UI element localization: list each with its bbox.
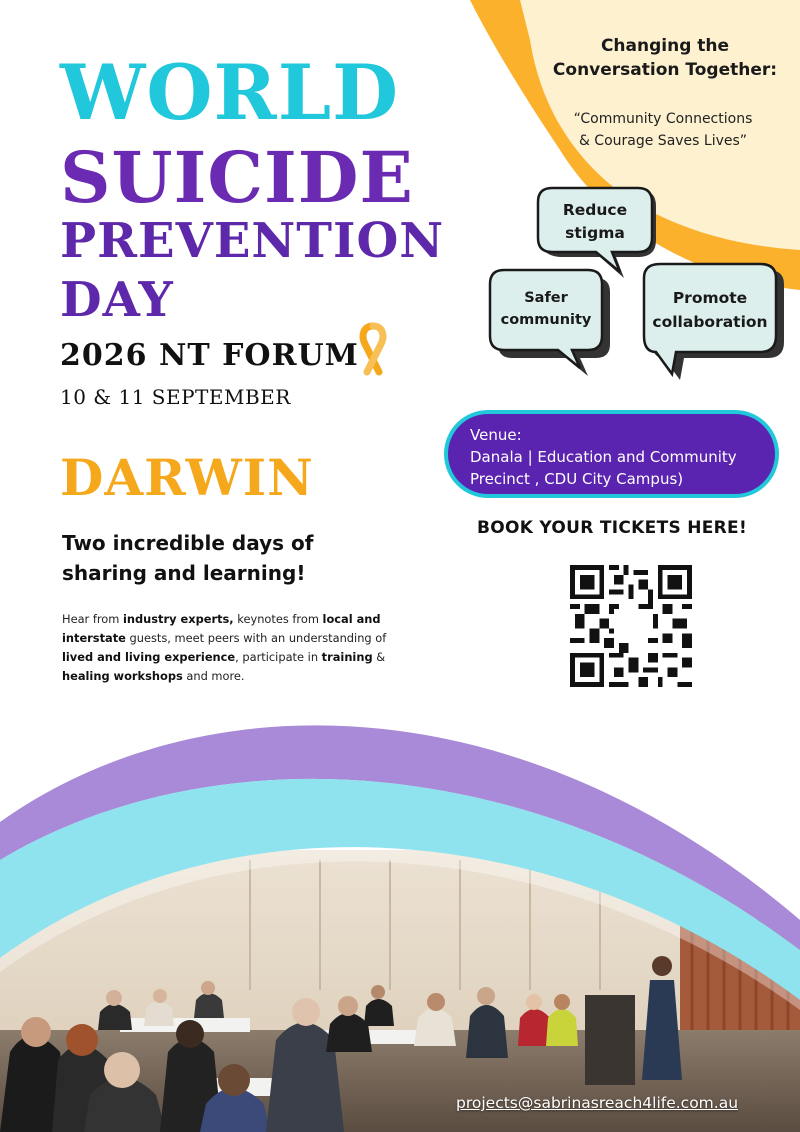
venue-box — [444, 410, 779, 498]
theme-title: Changing the Conversation Together: — [552, 36, 778, 80]
awareness-ribbon-icon — [355, 322, 391, 376]
bubble-text-safer-community: Safer community — [500, 290, 592, 328]
forum-audience-photo — [0, 700, 800, 1132]
title-world: WORLD — [60, 48, 400, 137]
bubble-text-reduce-stigma: Reduce stigma — [562, 201, 628, 242]
event-city: DARWIN — [60, 448, 314, 507]
book-tickets-heading: BOOK YOUR TICKETS HERE! — [476, 518, 748, 538]
theme-quote: “Community Connections & Courage Saves Lives” — [573, 111, 753, 149]
event-dates: 10 & 11 SEPTEMBER — [60, 385, 291, 409]
bubble-text-promote-collaboration: Promote collaboration — [652, 289, 768, 331]
tagline: Two incredible days of sharing and learning! — [62, 531, 314, 585]
venue-line-1: Danala | Education and Community — [470, 448, 737, 466]
title-suicide: SUICIDE — [60, 136, 414, 219]
title-prevention: PREVENTION — [60, 213, 445, 269]
venue-label: Venue: — [470, 426, 522, 444]
forum-heading: 2026 NT FORUM — [60, 338, 359, 373]
ticket-qr-code[interactable] — [570, 565, 692, 687]
venue-line-2: Precinct , CDU City Campus) — [470, 470, 684, 488]
title-day: DAY — [60, 272, 174, 328]
event-description: Hear from industry experts, keynotes from local and interstate guests, meet peers with an understanding of lived and living experience, participate in training & healing workshops and more. — [62, 612, 387, 683]
contact-email-link[interactable]: projects@sabrinasreach4life.com.au — [456, 1094, 739, 1112]
